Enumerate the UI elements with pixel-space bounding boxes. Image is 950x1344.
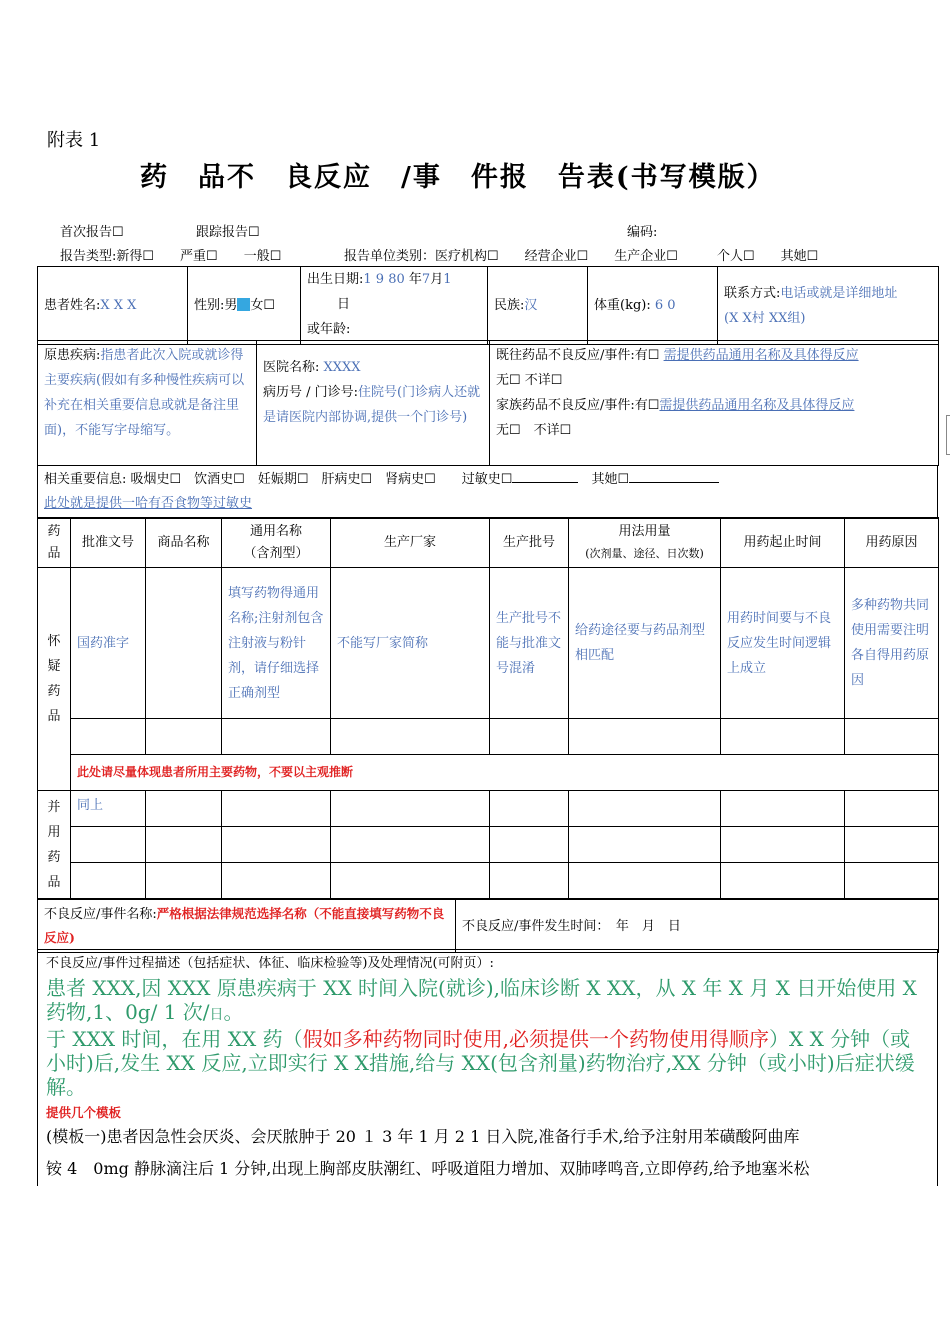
suspect-generic-name[interactable]: 填写药物得通用名称;注射剂包含注射液与粉针剂，请仔细选择正确剂型 (222, 568, 331, 719)
disease-value: 指患者此次入院或就诊得主要疾病(假如有多种慢性疾病可以补充在相关重要信息或就是备注里面)，不能写字母缩写。 (44, 348, 245, 438)
suspect-note-row (38, 755, 939, 791)
col-dosage-header: 用法用量 (次剂量、途径、日次数) (569, 518, 721, 568)
unit-type-row[interactable]: 报告单位类别：医疗机构☐ 经营企业☐ 生产企业☐ 个人☐ 其她☐ (344, 249, 819, 264)
table-cell[interactable] (331, 791, 490, 827)
template-heading: 提供几个模板 (46, 1105, 122, 1120)
concomitant-approval[interactable]: 同上 (71, 791, 146, 827)
suspect-red-note: 此处请尽量体现患者所用主要药物，不要以主观推断 (71, 755, 939, 791)
contact-value-2: (X X村 XX组) (724, 310, 806, 326)
record-label: 病历号 / 门诊号: (263, 385, 359, 400)
suspect-period[interactable]: 用药时间要与不良反应发生时间逻辑上成立 (721, 568, 845, 719)
hospital-cell[interactable] (257, 341, 490, 466)
birth-month-unit: 月 (430, 272, 444, 287)
hospital-label: 医院名称: (263, 360, 320, 375)
table-cell[interactable] (71, 863, 146, 899)
related-note: 此处就是提供一哈有否食物等过敏史 (44, 496, 253, 511)
col-manufacturer-header: 生产厂家 (331, 518, 490, 568)
table-cell[interactable] (490, 719, 569, 755)
adr-name-label: 不良反应/事件名称: (44, 907, 157, 922)
contact-label: 联系方式: (724, 285, 781, 301)
suspect-row-2 (38, 719, 939, 755)
col-period-header: 用药起止时间 (721, 518, 845, 568)
adr-name-value: 严格根据法律规范选择名称（不能直接填写药物不良反应) (44, 906, 445, 945)
table-cell[interactable] (331, 719, 490, 755)
table-cell[interactable] (146, 791, 222, 827)
other-blank[interactable] (629, 482, 719, 483)
table-cell[interactable] (721, 827, 845, 863)
weight-label: 体重(kg): (594, 298, 651, 313)
report-type-row[interactable]: 报告类型:新得☐ 严重☐ 一般☐ (60, 249, 282, 264)
patient-name-value: X X X (100, 298, 137, 313)
age-label: 或年龄: (307, 322, 351, 337)
concomitant-label: 并用药品 (38, 791, 71, 899)
col-generic-name-header: 通用名称 （含剂型） (222, 518, 331, 568)
adr-name-cell[interactable] (38, 900, 456, 953)
patient-row (38, 267, 939, 345)
table-cell[interactable] (721, 791, 845, 827)
suspect-trade-name[interactable] (146, 568, 222, 719)
process-section (37, 949, 938, 1186)
attachment-label: 附表 1 (47, 130, 101, 151)
table-cell[interactable] (490, 863, 569, 899)
col-batch-header: 生产批号 (490, 518, 569, 568)
adr-time-cell[interactable]: 不良反应/事件发生时间： 年 月 日 (456, 900, 939, 953)
table-cell[interactable] (845, 791, 939, 827)
suspect-batch[interactable]: 生产批号不能与批准文号混淆 (490, 568, 569, 719)
history-row (38, 341, 939, 466)
first-report-checkbox[interactable]: 首次报告☐ (60, 225, 124, 240)
patient-name-cell[interactable] (38, 267, 188, 345)
weight-cell[interactable] (588, 267, 718, 345)
male-checkbox-checked[interactable] (237, 298, 250, 311)
scroll-marker[interactable] (946, 415, 950, 455)
col-drug-header: 药品 (38, 518, 71, 568)
sex-label: 性别:男 (194, 298, 238, 313)
report-form-top (37, 266, 939, 345)
table-cell[interactable] (490, 827, 569, 863)
sex-cell[interactable] (188, 267, 301, 345)
past-adr-label: 既往药品不良反应/事件:有☐ (496, 348, 660, 363)
process-narrative-2[interactable]: 于 XXX 时间，在用 XX 药（假如多种药物同时使用,必须提供一个药物使用得顺序）X X 分钟（或小时)后,发生 XX 反应,立即实行 X X措施,给与 XX(包含剂量)药物治疗,XX 分钟（或小时)后症状缓解。 (46, 1027, 915, 1099)
disease-label: 原患疾病: (44, 348, 101, 363)
table-cell[interactable] (331, 827, 490, 863)
table-cell[interactable] (569, 827, 721, 863)
col-reason-header: 用药原因 (845, 518, 939, 568)
related-other[interactable]: 其她☐ (591, 472, 630, 487)
suspect-dosage[interactable]: 给药途径要与药品剂型相匹配 (569, 568, 721, 719)
birth-day-unit: 日 (337, 297, 351, 312)
drug-header-row (38, 518, 939, 568)
table-cell[interactable] (845, 719, 939, 755)
table-cell[interactable] (222, 863, 331, 899)
allergy-blank[interactable] (512, 482, 578, 483)
table-cell[interactable] (71, 827, 146, 863)
code-label: 编码: (627, 225, 658, 240)
col-trade-name-header: 商品名称 (146, 518, 222, 568)
past-adr-value: 需提供药品通用名称及具体得反应 (663, 348, 859, 363)
table-cell[interactable] (845, 863, 939, 899)
female-checkbox[interactable]: 女☐ (250, 298, 276, 313)
adr-table (37, 899, 939, 953)
record-value: 住院号(门诊病人还就是请医院内部协调,提供一个门诊号) (263, 385, 481, 425)
table-cell[interactable] (569, 791, 721, 827)
contact-cell[interactable] (718, 267, 939, 345)
table-cell[interactable] (222, 791, 331, 827)
family-adr-options[interactable]: 无☐ 不详☐ (496, 423, 572, 438)
adr-row (38, 900, 939, 953)
col-approval-header: 批准文号 (71, 518, 146, 568)
suspect-manufacturer[interactable]: 不能写厂家简称 (331, 568, 490, 719)
suspect-approval[interactable]: 国药准字 (71, 568, 146, 719)
related-info-table (37, 465, 938, 519)
table-cell[interactable] (845, 827, 939, 863)
process-narrative-1[interactable]: 患者 XXX,因 XXX 原患疾病于 XX 时间入院(就诊),临床诊断 X XX，从 X 年 X 月 X 日开始使用 X 药物,1、0g/ 1 次/日。 (46, 976, 917, 1024)
family-adr-label: 家族药品不良反应/事件:有☐ (496, 398, 660, 413)
ethnic-label: 民族: (494, 298, 525, 313)
template-1-line-2: 铵 4 0mg 静脉滴注后 1 分钟,出现上胸部皮肤潮红、呼吸道阻力增加、双肺哮鸣音,立即停药,给予地塞米松 (46, 1159, 810, 1178)
table-cell[interactable] (721, 719, 845, 755)
table-cell[interactable] (146, 827, 222, 863)
process-label: 不良反应/事件过程描述（包括症状、体征、临床检验等)及处理情况(可附页）: (46, 956, 494, 971)
table-cell[interactable] (71, 719, 146, 755)
disease-cell[interactable] (38, 341, 257, 466)
related-row (38, 466, 938, 519)
adr-history-cell[interactable] (490, 341, 939, 466)
table-cell[interactable] (569, 719, 721, 755)
suspect-row-1 (38, 568, 939, 719)
table-cell[interactable] (222, 719, 331, 755)
suspect-reason[interactable]: 多种药物共同使用需要注明各自得用药原因 (845, 568, 939, 719)
birth-month: 7 (421, 272, 431, 287)
table-cell[interactable] (146, 719, 222, 755)
table-cell[interactable] (721, 863, 845, 899)
birth-year: 1 9 80 (363, 272, 405, 287)
table-cell[interactable] (490, 791, 569, 827)
related-label[interactable]: 相关重要信息: 吸烟史☐ 饮酒史☐ 妊娠期☐ 肝病史☐ 肾病史☐ 过敏史☐ (44, 472, 513, 487)
table-cell[interactable] (331, 863, 490, 899)
related-cell[interactable] (38, 466, 938, 519)
past-adr-options[interactable]: 无☐ 不详☐ (496, 373, 563, 388)
family-adr-value: 需提供药品通用名称及具体得反应 (659, 398, 855, 413)
template-1 (38, 1121, 937, 1185)
table-cell[interactable] (222, 827, 331, 863)
birth-year-unit: 年 (408, 272, 422, 287)
concomitant-row-3 (38, 863, 939, 899)
follow-report-checkbox[interactable]: 跟踪报告☐ (196, 225, 260, 240)
patient-name-label: 患者姓名: (44, 298, 101, 313)
birth-label: 出生日期: (307, 272, 364, 287)
table-cell[interactable] (569, 863, 721, 899)
drug-table (37, 517, 939, 899)
concomitant-row-2 (38, 827, 939, 863)
table-cell[interactable] (146, 863, 222, 899)
birth-day: 1 (443, 272, 452, 287)
page-title: 药 品不 良反应 /事 件报 告表(书写模版） (140, 162, 776, 193)
ethnic-value: 汉 (524, 298, 538, 313)
template-1-line-1: (模板一)患者因急性会厌炎、会厌脓肿于 20 １ 3 年 1 月 2 1 日入院,准备行手术,给予注射用苯磺酸阿曲库 (46, 1127, 800, 1146)
concomitant-row-1 (38, 791, 939, 827)
contact-value: 电话或就是详细地址 (780, 285, 898, 301)
weight-value: 6 0 (654, 298, 676, 313)
hospital-value: XXXX (323, 360, 361, 375)
ethnic-cell[interactable] (488, 267, 588, 345)
birth-cell[interactable] (301, 267, 488, 345)
history-table (37, 340, 939, 466)
suspect-label: 怀疑药品 (38, 568, 71, 791)
